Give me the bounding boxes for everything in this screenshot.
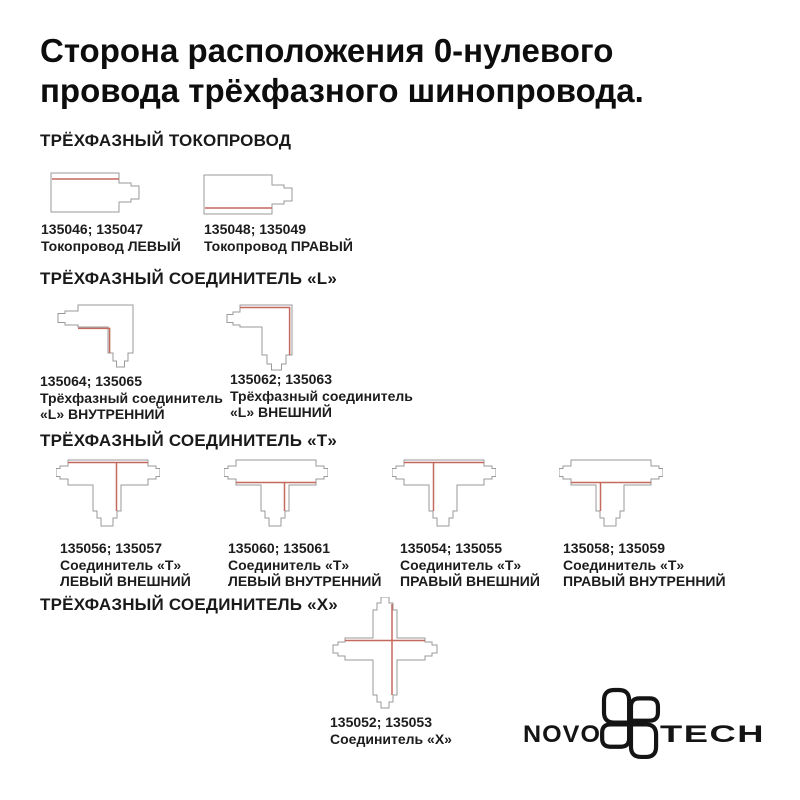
product-name: Токопровод ПРАВЫЙ (204, 237, 353, 254)
product-label (228, 540, 381, 590)
section-header-t-connector: ТРЁХФАЗНЫЙ СОЕДИНИТЕЛЬ «Т» (40, 431, 337, 450)
connector-t-left-outer-diagram (56, 458, 160, 528)
connector-l-inner-diagram (56, 303, 136, 369)
product-name: «L» ВНЕШНИЙ (230, 404, 332, 420)
product-label (563, 540, 726, 590)
product-name: ПРАВЫЙ ВНЕШНИЙ (400, 573, 540, 589)
track-feed-left-diagram (50, 172, 142, 214)
novotech-flower-icon (602, 690, 658, 757)
product-name: ЛЕВЫЙ ВНЕШНИЙ (60, 573, 191, 589)
connector-l-outer-diagram (225, 303, 295, 372)
product-code: 135046; 135047 (41, 221, 143, 237)
connector-x-diagram (332, 597, 440, 711)
logo-text-left: NOVO (523, 721, 601, 748)
product-label (204, 221, 353, 254)
product-code: 135052; 135053 (330, 714, 432, 730)
product-name: Токопровод ЛЕВЫЙ (41, 237, 181, 254)
product-code: 135054; 135055 (400, 540, 502, 556)
product-label (40, 373, 223, 423)
product-label (330, 714, 452, 747)
product-name: Соединитель «Т» (228, 556, 350, 573)
section-header-x-connector: ТРЁХФАЗНЫЙ СОЕДИНИТЕЛЬ «Х» (40, 595, 338, 614)
product-code: 135060; 135061 (228, 540, 330, 556)
product-name: «L» ВНУТРЕННИЙ (40, 406, 165, 422)
product-label (41, 221, 181, 254)
product-label (60, 540, 191, 590)
product-code: 135062; 135063 (230, 371, 332, 387)
page-title-line2: провода трёхфазного шинопровода. (40, 72, 644, 109)
product-label (400, 540, 540, 590)
product-code: 135058; 135059 (563, 540, 665, 556)
connector-t-right-inner-diagram (559, 458, 663, 528)
page-title (40, 31, 750, 111)
product-name: Соединитель «Т» (563, 556, 685, 573)
product-name: Соединитель «Т» (400, 556, 522, 573)
product-name: Трёхфазный соединитель (230, 387, 413, 404)
product-name: Трёхфазный соединитель (40, 389, 223, 406)
page-title-line1: Сторона расположения 0-нулевого (40, 32, 614, 69)
logo-text-right: TECH (660, 721, 765, 748)
product-name: ЛЕВЫЙ ВНУТРЕННИЙ (228, 573, 382, 589)
product-label (230, 371, 413, 421)
section-header-l-connector: ТРЁХФАЗНЫЙ СОЕДИНИТЕЛЬ «L» (40, 269, 337, 288)
product-name: ПРАВЫЙ ВНУТРЕННИЙ (563, 573, 726, 589)
product-code: 135064; 135065 (40, 373, 142, 389)
connector-t-right-outer-diagram (392, 458, 496, 528)
section-header-feed: ТРЁХФАЗНЫЙ ТОКОПРОВОД (40, 131, 292, 150)
product-code: 135048; 135049 (204, 221, 306, 237)
product-name: Соединитель «Х» (330, 730, 452, 747)
product-code: 135056; 135057 (60, 540, 162, 556)
product-name: Соединитель «Т» (60, 556, 182, 573)
track-feed-right-diagram (203, 174, 295, 216)
connector-t-left-inner-diagram (224, 458, 328, 528)
novotech-logo (518, 680, 778, 765)
